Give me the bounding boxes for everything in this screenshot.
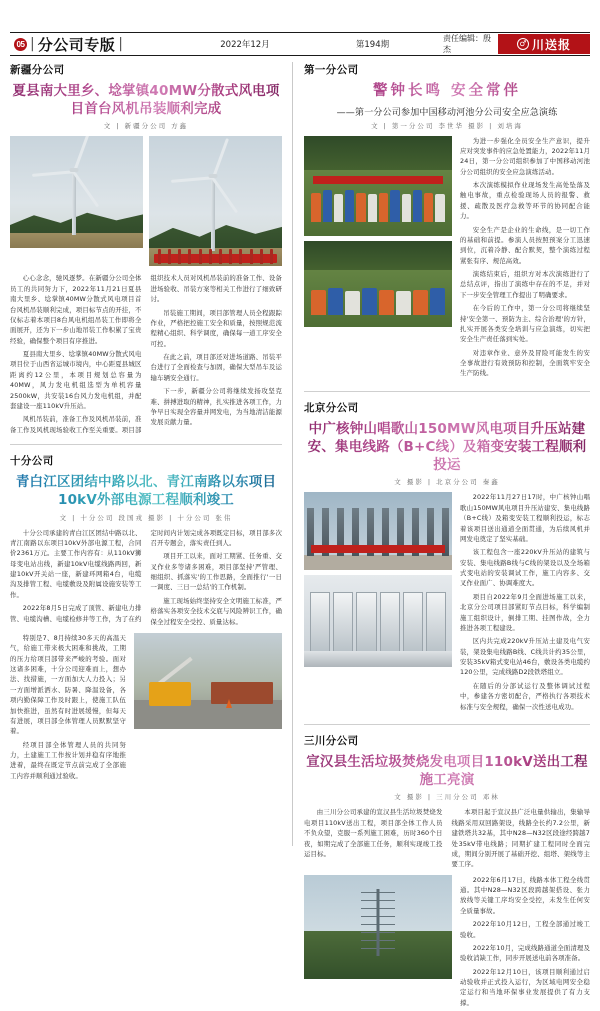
masthead-divider-right: | [118, 36, 123, 52]
cargo-lorry [211, 682, 273, 704]
branch-label-shifen: 十分公司 [10, 455, 54, 468]
wind-turbine-ceremony-photo [149, 136, 282, 266]
crane-truck-roadwork-photo [134, 633, 282, 729]
turbine-nacelle [208, 174, 217, 178]
paragraph: 2022年11月27日17时，中广核钟山唱歌山150MW风电项目升压站建安、集电线路（B+C线）及箱变安装工程顺利投运，标志着该项目送出通道全面贯通，为后续风机并网发电奠定了坚实基础。 [460, 493, 590, 543]
paragraph: 心心念念，驰风逐梦。在新疆分公司全体员工的共同努力下，2022年11月21日夏县南大里乡、埝掌镇40MW分散式风电项目首台风机吊装顺利完成，项目标节点的开挂，不仅标志着本项目8台风电机组吊装工作即将全面展开，还为下一步山地吊装工作积累了宝贵经验，确保整个项目有序推进。 [10, 274, 142, 345]
paragraph: 2022年8月5日完成了顶管、新建电力排管、电缆沟槽、电缆检修井等工作，为了在约定时间内计划完成各项既定目标，项目部多次召开专题会，落实责任到人。 [10, 528, 282, 623]
article-xinjiang [10, 62, 282, 435]
paragraph: 在今后的工作中，第一分公司将继续坚持'安全第一、预防为主、综合治理'的方针，扎实开展各类安全培训与应急演练，切实把安全生产责任落到实处。 [460, 304, 590, 344]
cabinet-row [310, 592, 446, 653]
paragraph: 吊装施工期间，项目部管理人员全程跟踪作业，严格把控施工安全和质量，按照规范流程精心组织、科学调度，确保每一道工序安全可控。 [150, 308, 282, 348]
headline-diyi: 警钟长鸣 安全常伴 [304, 82, 590, 102]
byline-diyi: 文 | 第一分公司 李世华 摄影 | 刘培海 [371, 121, 523, 130]
article-diyi [304, 62, 590, 382]
spiral-logo-icon: ♂ [517, 38, 529, 50]
paragraph: 本次演练模拟作业现场发生高处坠落及触电事故，重点检验现场人员的报警、救援、疏散及医疗急救等环节的协同配合能力。 [460, 181, 590, 221]
paragraph: 风机吊装前，准备工作及风机吊装前，准备工作及风机现场验收工作至关重要。项目部组织技术人员对风机吊装前的准备工作、设备进场验收、吊装方案等相关工作进行了细致研讨。 [10, 274, 282, 434]
substation-commissioning-photo [304, 492, 452, 570]
paragraph: 区内共完成220kV升压站土建及电气安装，架设集电线路B线、C线共计约35公里，安装35kV箱式变电站46台，敷设各类电缆约120公里，完成线路D2段铁塔组立。 [460, 637, 590, 677]
paragraph: 为进一步强化全员安全生产意识，提升应对突发事件的应急处置能力，2022年11月24日，第一分公司组织参加了中国移动河池分公司组织的安全应急演练活动。 [460, 136, 590, 176]
turbine-tower [72, 170, 76, 235]
paragraph: 2022年10月，完成线路通道全面清理及验收消缺工作，同步开展送电前各项准备。 [460, 943, 590, 963]
photo-group-xinjiang [10, 136, 282, 266]
participants-row [311, 188, 444, 222]
section-rule [10, 444, 282, 445]
shichuan-split-layout [304, 875, 590, 1011]
left-column [10, 62, 282, 784]
crowd-row [154, 249, 276, 264]
crane-truck-body [149, 682, 191, 706]
participants-row [311, 285, 444, 314]
page-number-badge: 05 [14, 38, 27, 51]
body-shifen-top [10, 528, 282, 627]
diyi-split-layout [304, 136, 590, 382]
floor-layer [304, 651, 452, 668]
masthead [10, 32, 590, 56]
branch-label-shichuan: 三川分公司 [304, 734, 359, 747]
paragraph: 项目自2022年9月全面进场施工以来，北京分公司项目部紧盯节点目标，科学编制施工组织设计，倒排工期、挂图作战，全力推进各项工程建设。 [460, 592, 590, 632]
masthead-issue: 第194期 [355, 40, 390, 50]
masthead-date: 2022年12月 [220, 40, 270, 50]
traffic-cone-icon [226, 699, 232, 708]
body-beijing [460, 492, 590, 715]
right-column [304, 62, 590, 1011]
paragraph: 安全生产是企业的生命线，是一切工作的基础和前提。参演人员按照预案分工迅速到位，沉着冷静、配合默契，整个演练过程紧张有序、规范高效。 [460, 225, 590, 265]
lattice-pylon [361, 889, 395, 956]
article-beijing [304, 400, 590, 715]
newspaper-logo [498, 34, 590, 54]
paragraph: 特别是7、8月持续30多天的高温天气，给施工带来极大困难和挑战，工期的压力给项目部带来严峻的考验。面对这诸多困难，十分公司迎难而上，想办法、找措施，一方面加大人力投入；另一方面增派洒水、防暑、降温设备，各项内勤保障工作及时跟上，使施工队伍加快推进，虽然有时进展缓慢，但每天有进展，项目部全体管理人员默默坚守着。 [10, 633, 126, 736]
paragraph: 演练结束后，组织方对本次演练进行了总结点评，指出了演练中存在的不足，并对下一步安全管理工作提出了明确要求。 [460, 270, 590, 299]
body-shichuan-top [304, 807, 590, 869]
turbine-nacelle [69, 168, 78, 172]
paragraph: 由三川分公司承建的宣汉县生活垃圾焚烧发电项目110kV送出工程，项目部全体工作人员不负众望，克服一系列施工困难，历时360个日夜，如期完成了全部施工任务，顺利实现竣工投运目标。 [304, 808, 443, 858]
control-room-cabinets-photo [304, 575, 452, 667]
paragraph: 下一步，新疆分公司将继续发扬攻坚克难、拼搏进取的精神，扎实推进各项工作，力争早日实现全容量并网发电，为当地清洁能源发展贡献力量。 [150, 387, 282, 427]
paragraph: 施工现场始终坚持安全文明施工标准，严格落实各项安全技术交底与风险辨识工作，确保全过程安全受控、质量达标。 [150, 596, 282, 626]
body-shifen-left [10, 633, 126, 784]
branch-label-beijing: 北京分公司 [304, 401, 359, 414]
body-xinjiang [10, 273, 282, 435]
article-shichuan [304, 733, 590, 1011]
paragraph: 夏县南大里乡、埝掌镇40MW分散式风电项目位于山西省运城市境内，中心距夏县城区距离约12公里，本项目规划总容量为40MW，风力发电机组选型为单机容量2500kW，共安装16台风力发电机组，并配套建设一座110kV升压站。 [10, 350, 142, 410]
paragraph: 十分公司承建的青白江区团结中路以北、青江南路以东项目10kV外部电源工程，合同价2361万元。主要工作内容有：从110kV狮母变电站出线，新建10kV电缆线路两回，新建10kV开关站一座，新建环网箱4台，电缆沟及排管工程、电缆敷设及附属设施安装等工作。 [10, 528, 142, 599]
paragraph: 2022年12月10日，该项目顺利通过启动验收并正式投入运行，为区域电网安全稳定运行和当地环保事业发展提供了有力支撑。 [460, 967, 590, 1007]
paragraph: 2022年6月17日，线路本体工程全线贯通。其中N28—N32区段跨越架搭设、张力放线等关键工序均安全受控，未发生任何安全质量事故。 [460, 875, 590, 915]
paragraph: 经项目部全体管理人员的共同努力，土建施工工作按计划并稳有序地推进着，最终在既定节点前完成了全部施工内容并顺利通过验收。 [10, 740, 126, 780]
byline-shifen: 文 | 十分公司 段国戎 摄影 | 十分公司 张伟 [59, 513, 233, 522]
paragraph: 在随后的分部试运行及整体调试过程中，参建各方密切配合，严格执行各项技术标准与安全规程，确保一次性送电成功。 [460, 681, 590, 711]
beijing-split-layout [304, 492, 590, 715]
masthead-editor: 责任编辑：殷杰 [443, 34, 491, 54]
masthead-middle [170, 33, 498, 55]
ground-layer [304, 555, 452, 571]
paragraph: 本项目起于宣汉县广泛电量供输出，集输导线路采用双回路架设，线路全长约7.2公里，新建铁塔共32基，其中N28—N32区段途经跨越7处35kV带电线路；同期扩建工程同时全面完成，期间分别开展了基础开挖、组塔、架线等主要工序。 [451, 808, 590, 869]
photo-group-diyi [304, 136, 452, 382]
section-rule [304, 724, 590, 725]
safety-drill-photo [304, 136, 452, 236]
headline-xinjiang: 夏县南大里乡、埝掌镇40MW分散式风电项目首台风机吊装顺利完成 [10, 82, 282, 118]
branch-label-diyi: 第一分公司 [304, 64, 359, 76]
masthead-divider-left: | [30, 36, 35, 52]
column-divider [292, 62, 293, 846]
headline-beijing: 中广核钟山唱歌山150MW风电项目升压站建安、集电线路（B+C线）及箱变安装工程顺利投运 [304, 420, 590, 475]
headline-shifen: 青白江区团结中路以北、青江南路以东项目10kV外部电源工程顺利竣工 [10, 473, 282, 509]
paragraph: 对违章作业、意外及冒险可能发生的安全事故进行有效预防和控制，全面筑牢安全生产防线。 [460, 348, 590, 378]
body-shichuan [460, 875, 590, 1011]
headline-shichuan: 宣汉县生活垃圾焚烧发电项目110kV送出工程施工亮演 [304, 753, 590, 789]
wind-turbine-hoisting-photo [10, 136, 143, 248]
masthead-section-title: 分公司专版 [37, 35, 116, 54]
masthead-left [10, 33, 170, 55]
paragraph: 项目开工以来，面对工期紧、任务重、交叉作业多等诸多困难，项目部坚持'严管理、细组织、抓落实'的工作思路，全面推行'一日一调度、三日一总结'的工作机制。 [150, 552, 282, 592]
red-banner [313, 176, 443, 184]
byline-beijing: 文 摄影 | 北京分公司 秦鑫 [394, 478, 500, 487]
branch-label-xinjiang: 新疆分公司 [10, 64, 65, 76]
turbine-tower [211, 175, 215, 250]
shifen-split-layout [10, 633, 282, 784]
transmission-pylon-photo [304, 875, 452, 979]
article-shifen [10, 453, 282, 784]
byline-xinjiang: 文 | 新疆分公司 方鑫 [103, 122, 189, 131]
photo-group-shichuan [304, 875, 452, 1011]
section-rule [304, 391, 590, 392]
body-diyi [460, 136, 590, 382]
safety-drill-field-photo [304, 241, 452, 327]
subhead-diyi: ——第一分公司参加中国移动河池分公司安全应急演练 [336, 107, 558, 118]
ground-layer [10, 233, 143, 249]
paragraph: 该工程包含一座220kV升压站的建筑与安装、集电线路B线与C线的架设以及全场箱式变电站的安装调试工作，施工内容多、交叉作业面广、协调难度大。 [460, 548, 590, 588]
photo-group-beijing [304, 492, 452, 715]
byline-shichuan: 文 摄影 | 三川分公司 邓林 [394, 793, 500, 802]
paragraph: 2022年10月12日，工程全部通过竣工验收。 [460, 920, 590, 939]
photo-group-shifen [134, 633, 282, 784]
paragraph: 在此之前，项目部还对进场道路、吊装平台进行了全面检查与加固，确保大型吊车及运输车辆安全通行。 [150, 353, 282, 382]
logo-text: 川送报 [531, 37, 571, 52]
red-banner [311, 545, 444, 553]
